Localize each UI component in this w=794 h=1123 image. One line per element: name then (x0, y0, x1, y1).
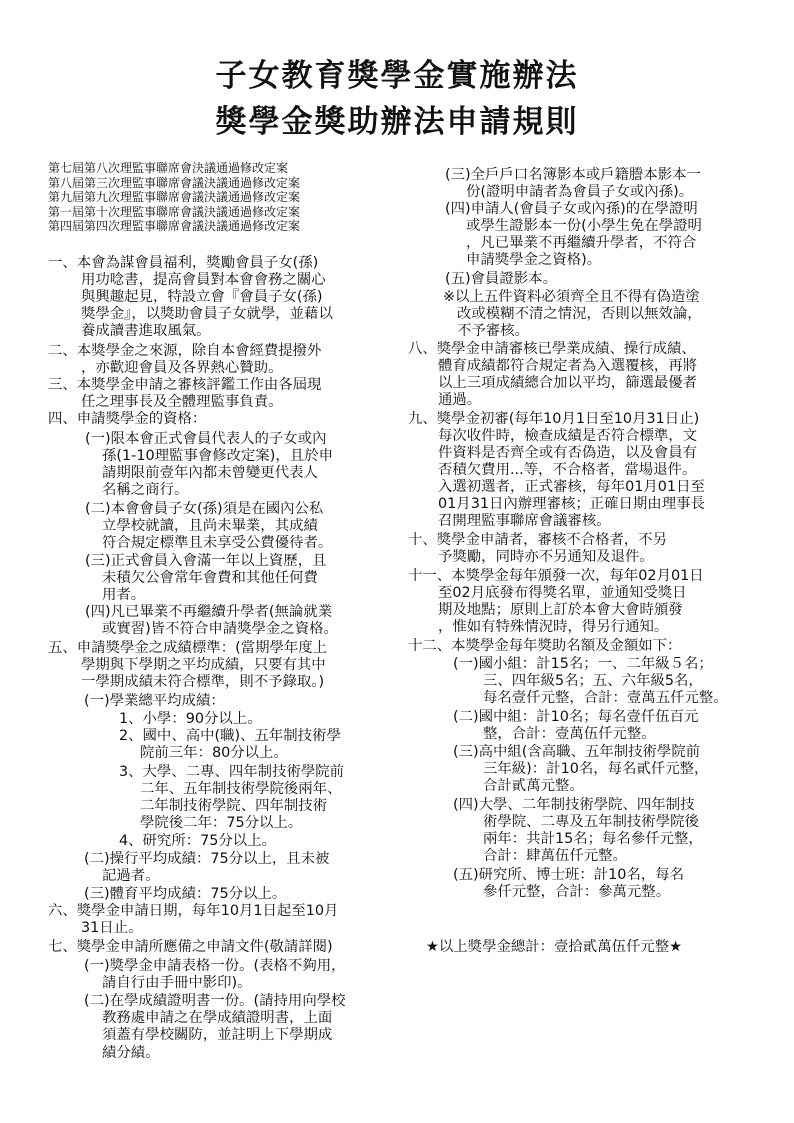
rule-text-line: 每名壹仟元整，合計：壹萬五仟元整。 (483, 690, 728, 706)
rule-text-line: 請期限前壹年內都未曾變更代表人 (102, 465, 318, 481)
amendment-line: 第一屆第十次理監事聯席會議決議通過修改定案 (48, 204, 301, 219)
amendment-history (48, 161, 300, 234)
rule-text-line: 用者。 (102, 587, 146, 603)
rule-text-line: 四、申請獎學金的資格： (48, 411, 207, 427)
rule-text-line: (三)全戶戶口名簿影本或戶籍謄本影本一 (445, 167, 701, 183)
rule-text-line: 任之理事長及全體理監事負責。 (81, 394, 283, 410)
title-line-2: 獎學金獎助辦法申請規則 (215, 104, 579, 140)
rule-text-line: 改或模糊不清之情況，否則以無效論， (457, 306, 702, 322)
rule-text-line: 十二、本獎學金每年獎助名額及金額如下： (408, 638, 682, 654)
rule-text-line: 名稱之商行。 (102, 482, 189, 498)
total-amount-line: ★以上獎學金總計：壹拾貳萬伍仟元整★ (426, 939, 683, 955)
rule-text-line: (一)獎學金申請表格一份。(表格不夠用， (84, 958, 346, 974)
rule-text-line: ，亦歡迎會員及各界熱心贊助。 (81, 360, 283, 376)
amendment-line: 第七屆第八次理監事聯席會決議通過修改定案 (48, 161, 289, 175)
rule-text-line: (一)國小組：計15名；一、二年級５名； (453, 656, 713, 672)
rule-text-line: 立學校就讀，且尚未畢業，其成績 (102, 518, 318, 534)
rule-text-line: 2、國中、高中(職)、五年制技術學 (119, 728, 341, 744)
rule-text-line: 或學生證影本一份(小學生免在學證明 (466, 218, 702, 234)
rule-text-line: ，惟如有特殊情況時，得另行通知。 (438, 619, 669, 635)
title-line-1: 子女教育獎學金實施辦法 (215, 58, 579, 94)
rule-text-line: (二)在學成績證明書一份。(請持用向學校 (84, 993, 346, 1009)
rule-text-line: 至02月底發布得獎名單，並通知受獎日 (438, 585, 687, 601)
rule-text-line: (三)正式會員入會滿一年以上資歷，且 (85, 553, 327, 569)
rule-text-line: 學期與下學期之平均成績，只要有其中 (81, 657, 326, 673)
rule-text-line: 入選初選者，正式審核，每年01月01日至 (438, 479, 705, 495)
rule-text-line: 或實習)皆不符合申請獎學金之資格。 (102, 621, 338, 637)
rule-text-line: 學院後二年：75分以上。 (140, 815, 303, 831)
rule-text-line: 件資料是否齊全或有否偽造，以及會員有 (438, 445, 698, 461)
rule-text-line: 通過。 (438, 392, 482, 408)
rule-text-line: (二)國中組：計10名；每名壹仟伍百元 (453, 709, 699, 725)
rule-text-line: (三)體育平均成績：75分以上。 (84, 886, 287, 902)
rule-text-line: 否積欠費用...等，不合格者，當場退件。 (438, 462, 697, 478)
rule-text-line: 八、獎學金申請審核已學業成績、操行成績、 (408, 341, 696, 357)
rule-text-line: 申請獎學金之資格)。 (466, 252, 602, 268)
rule-text-line: 體育成績都符合規定者為入選覆核，再將 (438, 358, 698, 374)
rule-text-line: 孫(1-10理監事會修改定案)，且於申 (102, 448, 333, 464)
rule-text-line: 記過者。 (102, 868, 160, 884)
rule-text-line: 兩年：共計15名；每名參仟元整， (483, 831, 703, 847)
rule-text-line: 合計：肆萬伍仟元整。 (483, 848, 627, 864)
rule-text-line: 十一、本獎學金每年頒發一次，每年02月01日 (408, 568, 704, 584)
rule-text-line: 二、本獎學金之來源，除自本會經費提撥外 (48, 343, 322, 359)
rule-text-line: 召開理監事聯席會議審核。 (438, 513, 611, 529)
rule-text-line: ，凡已畢業不再繼續升學者，不符合 (466, 235, 697, 251)
rule-text-line: 1、小學：90分以上。 (119, 711, 262, 727)
rule-text-line: 九、獎學金初審(每年10月1日至10月31日止) (408, 411, 700, 427)
rule-text-line: 3、大學、二專、四年制技術學院前 (119, 764, 345, 780)
rule-text-line: 合計貳萬元整。 (483, 778, 584, 794)
rule-text-line: 養成讀書進取風氣。 (81, 323, 211, 339)
rule-text-line: 二年制技術學院、四年制技術 (140, 798, 328, 814)
rule-text-line: 十、獎學金申請者，審核不合格者，不另 (408, 532, 668, 548)
rule-text-line: 三年級)：計10名，每名貳仟元整， (483, 761, 709, 777)
rule-text-line: 六、獎學金申請日期，每年10月1日起至10月 (48, 903, 339, 919)
rule-text-line: (三)高中組(含高職、五年制技術學院前 (453, 744, 701, 760)
rule-text-line: 二年、五年制技術學院後兩年、 (140, 781, 342, 797)
rule-text-line: 參仟元整，合計：參萬元整。 (483, 884, 671, 900)
rule-text-line: (四)凡已畢業不再繼續升學者(無論就業 (85, 604, 333, 620)
rule-text-line: (四)申請人(會員子女或內孫)的在學證明 (445, 201, 698, 217)
rule-text-line: 不予審核。 (457, 323, 529, 339)
rule-text-line: 份(證明申請者為會員子女或內孫)。 (466, 184, 694, 200)
rule-text-line: 三、四年級5名；五、六年級5名， (483, 673, 703, 689)
rule-text-line: 一學期成績未符合標準，則不予錄取。) (81, 674, 325, 690)
rule-text-line: 與興趣起見，特設立會『會員子女(孫) (81, 289, 323, 305)
rule-text-line: 整，合計：壹萬伍仟元整。 (483, 726, 656, 742)
rule-text-line: 五、申請獎學金之成績標準：(當期學年度上 (48, 640, 328, 656)
rule-text-line: (五)會員證影本。 (445, 271, 557, 287)
rule-text-line: 教務處申請之在學成績證明書，上面 (102, 1010, 333, 1026)
rule-text-line: 每次收件時，檢查成績是否符合標準，文 (438, 428, 698, 444)
rule-text-line: 術學院、二專及五年制技術學院後 (483, 814, 699, 830)
rule-text-line: 予獎勵，同時亦不另通知及退件。 (438, 549, 654, 565)
rule-text-line: 獎學金』，以獎助會員子女就學，並藉以 (81, 306, 333, 322)
rule-text-line: (二)操行平均成績：75分以上，且未被 (84, 851, 330, 867)
rule-text-line: 未積欠公會常年會費和其他任何費 (102, 570, 318, 586)
rule-text-line: 以上三項成績總合加以平均，篩選最優者 (438, 375, 698, 391)
rule-text-line: 4、研究所：75分以上。 (119, 833, 276, 849)
rule-text-line: 一、本會為謀會員福利，獎勵會員子女(孫) (48, 255, 319, 271)
rule-text-line: 符合規定標準且未享受公費優待者。 (102, 535, 333, 551)
rule-text-line: 請自行由手冊中影印)。 (102, 975, 252, 991)
amendment-line: 第八屆第三次理監事聯席會議決議通過修改定案 (48, 175, 301, 190)
rule-text-line: 須蓋有學校關防，並註明上下學期成 (102, 1027, 333, 1043)
rule-text-line: (一)限本會正式會員代表人的子女或內 (85, 431, 327, 447)
rule-text-line: (二)本會會員子女(孫)須是在國內公私 (85, 501, 324, 517)
rule-text-line: 績分績。 (102, 1045, 160, 1061)
rule-text-line: 用功唸書，提高會員對本會會務之關心 (81, 272, 326, 288)
rule-text-line: 七、獎學金申請所應備之申請文件(敬請詳閱) (48, 939, 333, 955)
rule-text-line: ※以上五件資料必須齊全且不得有偽造塗 (443, 289, 700, 305)
rule-text-line: (五)研究所、博士班：計10名，每名 (453, 867, 685, 883)
rule-text-line: 01月31日內辦理審核；正確日期由理事長 (438, 496, 705, 512)
rule-text-line: 院前三年：80分以上。 (140, 745, 288, 761)
amendment-line: 第四屆第四次理監事聯席會議決議通過修改定案 (48, 219, 301, 234)
rule-text-line: 31日止。 (81, 920, 143, 936)
rule-text-line: 三、本獎學金申請之審核評鑑工作由各屆現 (48, 377, 322, 393)
rule-text-line: 期及地點；原則上訂於本會大會時頒發 (438, 602, 683, 618)
amendment-line: 第九屆第九次理監事聯席會議決議通過修改定案 (48, 190, 301, 205)
rule-text-line: (一)學業總平均成績： (84, 693, 225, 709)
rule-text-line: (四)大學、二年制技術學院、四年制技 (453, 797, 695, 813)
